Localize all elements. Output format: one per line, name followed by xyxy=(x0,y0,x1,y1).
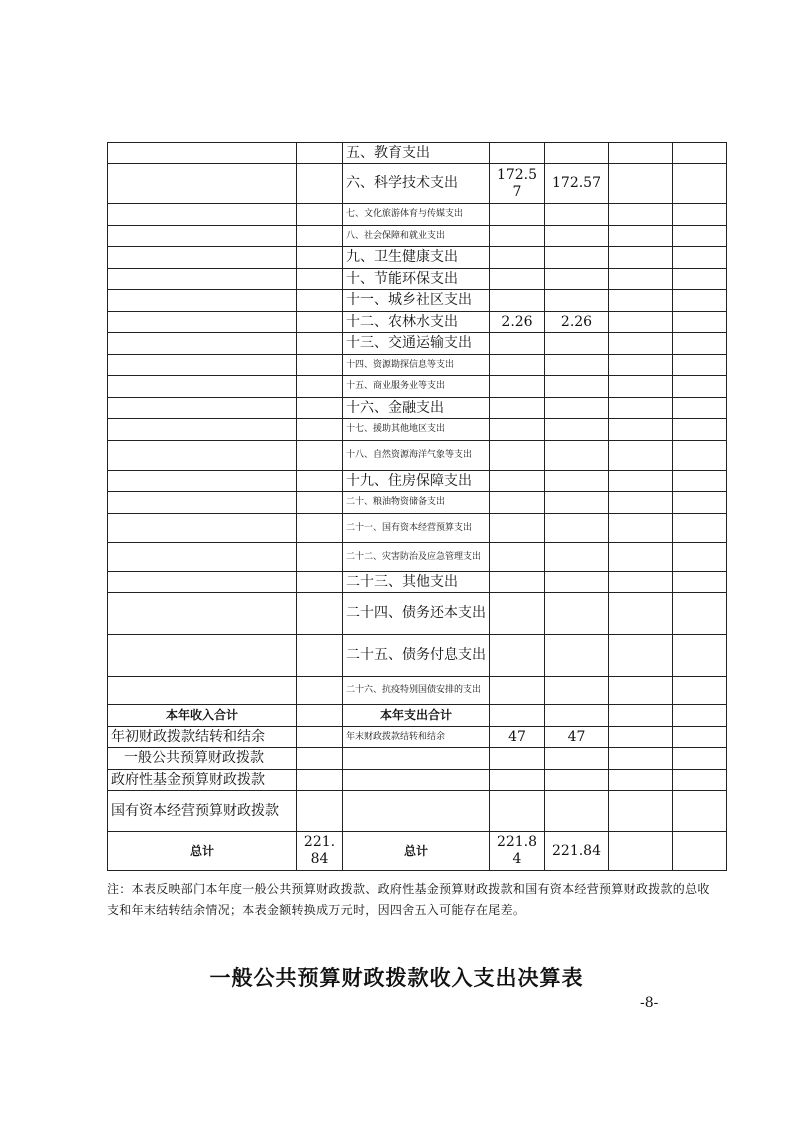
table-cell-c2 xyxy=(297,398,343,419)
table-cell-c5 xyxy=(545,514,609,543)
table-cell-c7 xyxy=(673,247,727,269)
table-cell-c4 xyxy=(490,572,545,593)
table-cell-c1 xyxy=(108,419,297,441)
table-cell-c5 xyxy=(545,748,609,770)
table-cell-c3: 十五、商业服务业等支出 xyxy=(343,376,490,398)
table-cell-c2 xyxy=(297,543,343,572)
table-cell-c1 xyxy=(108,204,297,226)
table-cell-c3: 年末财政拨款结转和结余 xyxy=(343,727,490,748)
table-cell-c2 xyxy=(297,312,343,333)
table-cell-c1 xyxy=(108,492,297,514)
section-title: 一般公共预算财政拨款收入支出决算表 xyxy=(209,966,584,990)
table-cell-c7 xyxy=(673,514,727,543)
table-cell-c6 xyxy=(609,543,673,572)
table-cell-c2 xyxy=(297,748,343,770)
table-row xyxy=(108,269,727,290)
table-cell-c5: 172.57 xyxy=(545,164,609,204)
table-cell-c1 xyxy=(108,333,297,355)
table-cell-c2 xyxy=(297,247,343,269)
table-row xyxy=(108,492,727,514)
table-cell-c2 xyxy=(297,635,343,677)
table-cell-c3: 二十、粮油物资储备支出 xyxy=(343,492,490,514)
table-cell-c6 xyxy=(609,398,673,419)
table-cell-c1 xyxy=(108,398,297,419)
table-cell-c1 xyxy=(108,677,297,705)
table-cell-c2 xyxy=(297,333,343,355)
table-row xyxy=(108,204,727,226)
table-cell-c7 xyxy=(673,290,727,312)
table-cell-c4 xyxy=(490,593,545,635)
table-cell-c3: 十六、金融支出 xyxy=(343,398,490,419)
table-cell-c4 xyxy=(490,247,545,269)
table-cell-c6 xyxy=(609,748,673,770)
table-cell-c7 xyxy=(673,398,727,419)
table-row xyxy=(108,441,727,471)
table-cell-c1 xyxy=(108,376,297,398)
table-cell-c7 xyxy=(673,635,727,677)
table-cell-c3: 二十六、抗疫特别国债安排的支出 xyxy=(343,677,490,705)
table-cell-c5 xyxy=(545,226,609,247)
table-cell-c3: 二十一、国有资本经营预算支出 xyxy=(343,514,490,543)
table-cell-c4 xyxy=(490,226,545,247)
table-cell-c3: 二十二、灾害防治及应急管理支出 xyxy=(343,543,490,572)
table-row xyxy=(108,705,727,727)
table-row xyxy=(108,727,727,748)
table-cell-c4 xyxy=(490,204,545,226)
table-cell-c5 xyxy=(545,492,609,514)
table-cell-c1: 本年收入合计 xyxy=(108,705,297,727)
table-cell-c3: 二十四、债务还本支出 xyxy=(343,593,490,635)
table-cell-c6 xyxy=(609,635,673,677)
table-cell-c2 xyxy=(297,419,343,441)
table-cell-c6 xyxy=(609,492,673,514)
table-cell-c6 xyxy=(609,705,673,727)
table-cell-c7 xyxy=(673,312,727,333)
table-cell-c6 xyxy=(609,791,673,832)
table-cell-c7 xyxy=(673,832,727,871)
table-cell-c4 xyxy=(490,543,545,572)
table-cell-c7 xyxy=(673,143,727,164)
table-cell-c5 xyxy=(545,333,609,355)
table-row xyxy=(108,514,727,543)
table-cell-c2 xyxy=(297,290,343,312)
table-cell-c4 xyxy=(490,471,545,492)
table-cell-c7 xyxy=(673,269,727,290)
table-cell-c5 xyxy=(545,770,609,791)
table-cell-c3: 十四、资源勘探信息等支出 xyxy=(343,355,490,376)
table-cell-c2 xyxy=(297,204,343,226)
table-cell-c1 xyxy=(108,572,297,593)
table-row xyxy=(108,770,727,791)
table-cell-c3: 总计 xyxy=(343,832,490,871)
table-row xyxy=(108,419,727,441)
table-cell-c3: 十九、住房保障支出 xyxy=(343,471,490,492)
table-cell-c4 xyxy=(490,677,545,705)
table-cell-c1 xyxy=(108,290,297,312)
table-cell-c5: 2.26 xyxy=(545,312,609,333)
table-cell-c3: 十一、城乡社区支出 xyxy=(343,290,490,312)
table-cell-c5 xyxy=(545,269,609,290)
table-cell-c2 xyxy=(297,376,343,398)
table-row xyxy=(108,143,727,164)
table-row xyxy=(108,471,727,492)
table-row xyxy=(108,791,727,832)
table-cell-c6 xyxy=(609,143,673,164)
table-cell-c5 xyxy=(545,543,609,572)
table-cell-c2: 221.84 xyxy=(297,832,343,871)
table-cell-c5 xyxy=(545,290,609,312)
table-cell-c7 xyxy=(673,572,727,593)
table-row xyxy=(108,290,727,312)
table-cell-c7 xyxy=(673,593,727,635)
table-row xyxy=(108,593,727,635)
table-cell-c7 xyxy=(673,226,727,247)
table-cell-c3: 十八、自然资源海洋气象等支出 xyxy=(343,441,490,471)
table-cell-c7 xyxy=(673,333,727,355)
table-cell-c6 xyxy=(609,376,673,398)
table-cell-c2 xyxy=(297,572,343,593)
table-cell-c5 xyxy=(545,791,609,832)
table-cell-c5 xyxy=(545,376,609,398)
table-row xyxy=(108,333,727,355)
table-cell-c5 xyxy=(545,677,609,705)
table-cell-c7 xyxy=(673,770,727,791)
table-cell-c7 xyxy=(673,727,727,748)
table-cell-c6 xyxy=(609,164,673,204)
table-cell-c4 xyxy=(490,441,545,471)
table-cell-c5: 47 xyxy=(545,727,609,748)
table-row xyxy=(108,247,727,269)
table-cell-c4 xyxy=(490,376,545,398)
table-cell-c5 xyxy=(545,572,609,593)
table-cell-c4: 47 xyxy=(490,727,545,748)
table-cell-c1: 政府性基金预算财政拨款 xyxy=(108,770,297,791)
table-cell-c4 xyxy=(490,492,545,514)
table-cell-c6 xyxy=(609,312,673,333)
table-row xyxy=(108,376,727,398)
table-cell-c1 xyxy=(108,593,297,635)
table-cell-c4 xyxy=(490,705,545,727)
table-cell-c5 xyxy=(545,355,609,376)
table-cell-c3: 七、文化旅游体育与传媒支出 xyxy=(343,204,490,226)
table-cell-c2 xyxy=(297,791,343,832)
table-cell-c4: 2.26 xyxy=(490,312,545,333)
table-cell-c6 xyxy=(609,471,673,492)
table-cell-c5 xyxy=(545,471,609,492)
table-cell-c4 xyxy=(490,398,545,419)
table-cell-c7 xyxy=(673,419,727,441)
table-cell-c6 xyxy=(609,247,673,269)
table-cell-c4: 221.84 xyxy=(490,832,545,871)
table-cell-c3: 十七、援助其他地区支出 xyxy=(343,419,490,441)
table-cell-c1 xyxy=(108,355,297,376)
table-cell-c6 xyxy=(609,269,673,290)
table-cell-c1 xyxy=(108,471,297,492)
table-cell-c2 xyxy=(297,492,343,514)
table-cell-c6 xyxy=(609,572,673,593)
budget-table xyxy=(107,142,727,871)
table-row xyxy=(108,677,727,705)
table-cell-c5 xyxy=(545,441,609,471)
table-cell-c4: 172.57 xyxy=(490,164,545,204)
table-cell-c3: 十三、交通运输支出 xyxy=(343,333,490,355)
table-cell-c2 xyxy=(297,514,343,543)
table-cell-c2 xyxy=(297,355,343,376)
table-cell-c3: 十、节能环保支出 xyxy=(343,269,490,290)
table-cell-c7 xyxy=(673,748,727,770)
table-cell-c5 xyxy=(545,143,609,164)
table-cell-c3: 本年支出合计 xyxy=(343,705,490,727)
table-cell-c1 xyxy=(108,312,297,333)
table-row xyxy=(108,635,727,677)
table-cell-c6 xyxy=(609,290,673,312)
table-cell-c5 xyxy=(545,419,609,441)
table-cell-c1 xyxy=(108,247,297,269)
table-cell-c5 xyxy=(545,204,609,226)
table-cell-c4 xyxy=(490,791,545,832)
table-cell-c7 xyxy=(673,791,727,832)
table-cell-c5: 221.84 xyxy=(545,832,609,871)
table-cell-c4 xyxy=(490,290,545,312)
table-cell-c2 xyxy=(297,269,343,290)
table-cell-c7 xyxy=(673,471,727,492)
table-cell-c6 xyxy=(609,204,673,226)
table-cell-c3: 九、卫生健康支出 xyxy=(343,247,490,269)
table-cell-c1 xyxy=(108,164,297,204)
table-row xyxy=(108,748,727,770)
table-cell-c2 xyxy=(297,164,343,204)
table-cell-c5 xyxy=(545,247,609,269)
table-cell-c5 xyxy=(545,398,609,419)
table-footnote: 注：本表反映部门本年度一般公共预算财政拨款、政府性基金预算财政拨款和国有资本经营预算财政拨款的总收支和年末结转结余情况；本表金额转换成万元时，因四舍五入可能存在尾差。 xyxy=(107,882,710,917)
table-cell-c6 xyxy=(609,333,673,355)
table-row xyxy=(108,398,727,419)
table-cell-c3: 五、教育支出 xyxy=(343,143,490,164)
table-cell-c4 xyxy=(490,635,545,677)
table-cell-c6 xyxy=(609,514,673,543)
table-cell-c4 xyxy=(490,269,545,290)
table-cell-c6 xyxy=(609,727,673,748)
table-row xyxy=(108,543,727,572)
table-cell-c4 xyxy=(490,419,545,441)
table-cell-c5 xyxy=(545,705,609,727)
table-row xyxy=(108,832,727,871)
table-cell-c6 xyxy=(609,441,673,471)
table-cell-c6 xyxy=(609,832,673,871)
table-cell-c7 xyxy=(673,355,727,376)
table-cell-c1: 年初财政拨款结转和结余 xyxy=(108,727,297,748)
table-cell-c4 xyxy=(490,355,545,376)
table-row xyxy=(108,164,727,204)
table-cell-c6 xyxy=(609,226,673,247)
table-cell-c7 xyxy=(673,492,727,514)
table-cell-c3 xyxy=(343,748,490,770)
table-cell-c4 xyxy=(490,748,545,770)
table-cell-c3: 八、社会保障和就业支出 xyxy=(343,226,490,247)
table-cell-c3: 二十五、债务付息支出 xyxy=(343,635,490,677)
table-cell-c7 xyxy=(673,164,727,204)
table-cell-c2 xyxy=(297,677,343,705)
table-cell-c2 xyxy=(297,727,343,748)
table-cell-c2 xyxy=(297,770,343,791)
table-cell-c6 xyxy=(609,770,673,791)
table-cell-c1 xyxy=(108,543,297,572)
table-cell-c2 xyxy=(297,471,343,492)
table-cell-c1 xyxy=(108,269,297,290)
table-cell-c1 xyxy=(108,441,297,471)
table-cell-c4 xyxy=(490,770,545,791)
table-cell-c1 xyxy=(108,226,297,247)
table-cell-c1 xyxy=(108,514,297,543)
table-cell-c7 xyxy=(673,543,727,572)
table-cell-c1 xyxy=(108,635,297,677)
table-row xyxy=(108,312,727,333)
table-cell-c2 xyxy=(297,441,343,471)
table-cell-c1: 一般公共预算财政拨款 xyxy=(108,748,297,770)
table-cell-c2 xyxy=(297,143,343,164)
table-cell-c1: 总计 xyxy=(108,832,297,871)
table-cell-c3: 十二、农林水支出 xyxy=(343,312,490,333)
table-cell-c2 xyxy=(297,226,343,247)
table-cell-c6 xyxy=(609,355,673,376)
table-cell-c7 xyxy=(673,677,727,705)
table-cell-c6 xyxy=(609,677,673,705)
table-cell-c4 xyxy=(490,333,545,355)
table-cell-c2 xyxy=(297,593,343,635)
table-cell-c3 xyxy=(343,770,490,791)
page-number: -8- xyxy=(640,995,659,1011)
table-cell-c3: 二十三、其他支出 xyxy=(343,572,490,593)
table-cell-c7 xyxy=(673,204,727,226)
table-cell-c7 xyxy=(673,376,727,398)
table-row xyxy=(108,226,727,247)
table-cell-c3: 六、科学技术支出 xyxy=(343,164,490,204)
table-cell-c1 xyxy=(108,143,297,164)
table-cell-c6 xyxy=(609,419,673,441)
table-cell-c4 xyxy=(490,143,545,164)
table-cell-c2 xyxy=(297,705,343,727)
table-row xyxy=(108,572,727,593)
table-cell-c3 xyxy=(343,791,490,832)
table-cell-c4 xyxy=(490,514,545,543)
table-cell-c7 xyxy=(673,705,727,727)
table-cell-c5 xyxy=(545,593,609,635)
table-cell-c6 xyxy=(609,593,673,635)
table-cell-c7 xyxy=(673,441,727,471)
table-row xyxy=(108,355,727,376)
table-cell-c1: 国有资本经营预算财政拨款 xyxy=(108,791,297,832)
table-cell-c5 xyxy=(545,635,609,677)
